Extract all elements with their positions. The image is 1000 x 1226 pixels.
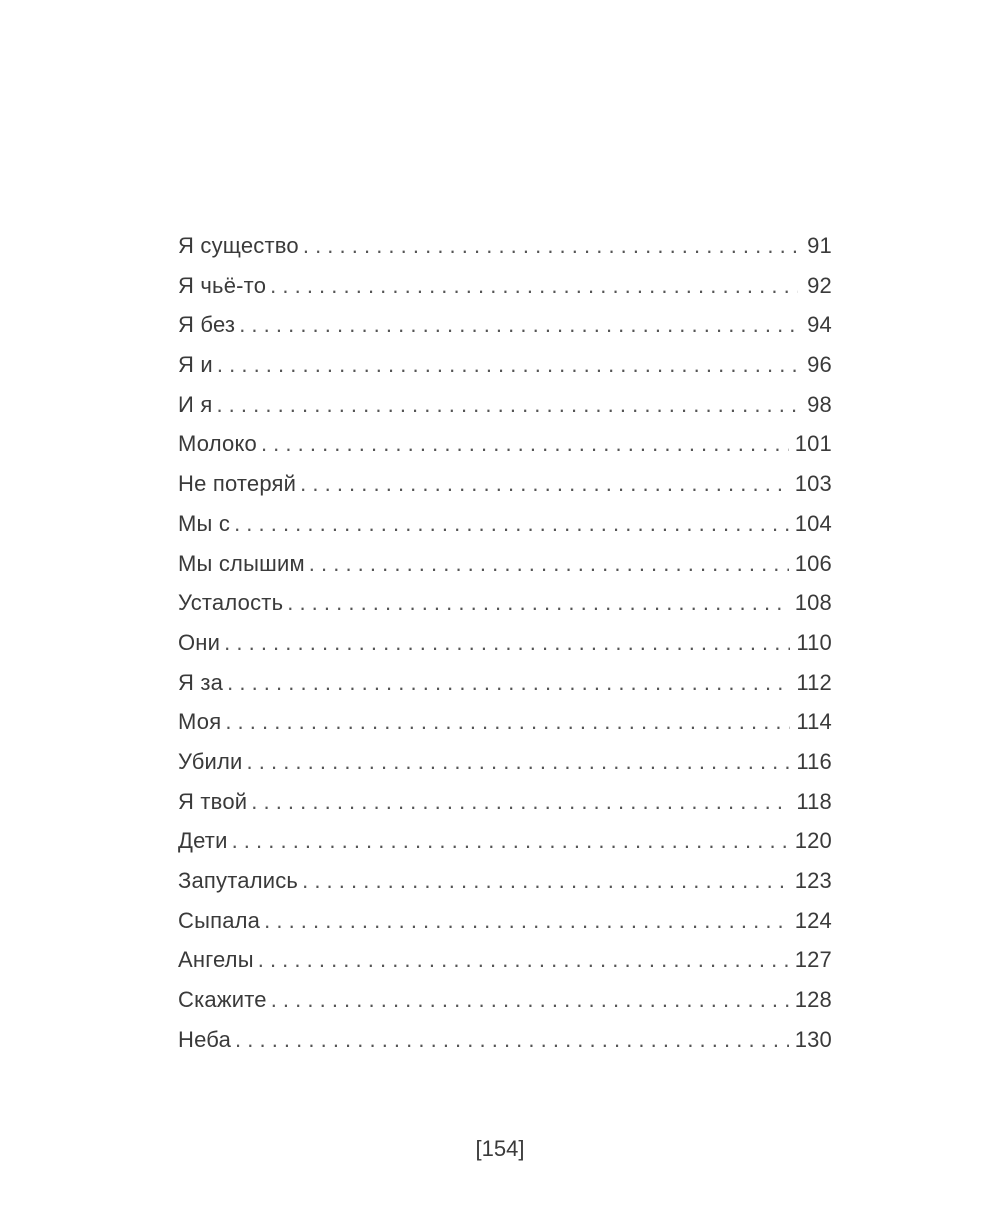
dot-leader: [232, 821, 789, 861]
dot-leader: [247, 742, 791, 782]
toc-entry: [178, 782, 832, 822]
toc-entry-title: Не потеряй: [178, 471, 297, 497]
toc-entry-page: 108: [794, 590, 832, 616]
toc-entry: [178, 821, 832, 861]
toc-entry-title: И я: [178, 391, 213, 417]
dot-leader: [261, 424, 789, 464]
toc-entry-title: Я существо: [178, 233, 299, 258]
toc-entry: [178, 226, 832, 266]
toc-entry-page: 124: [794, 907, 832, 933]
toc-entry-page: 98: [807, 391, 832, 417]
toc-entry: [178, 424, 832, 464]
dot-leader: [234, 504, 789, 544]
toc-entry-title: Скажите: [178, 987, 267, 1013]
toc-entry-title: Я за: [178, 669, 224, 695]
toc-entry-page: 103: [794, 471, 832, 497]
toc-entry: [178, 663, 832, 703]
table-of-contents: [178, 226, 832, 1059]
dot-leader: [300, 464, 789, 504]
toc-entry-page: 127: [794, 947, 832, 973]
toc-entry-title: Молоко: [178, 431, 257, 457]
dot-leader: [224, 623, 790, 663]
toc-entry-title: Я твой: [178, 788, 248, 814]
dot-leader: [225, 702, 790, 742]
dot-leader: [264, 901, 789, 941]
toc-entry-page: 96: [807, 352, 832, 378]
toc-entry-title: Усталость: [178, 590, 284, 616]
toc-entry: [178, 742, 832, 782]
toc-entry: [178, 504, 832, 544]
toc-entry-page: 112: [796, 669, 832, 695]
dot-leader: [287, 583, 788, 623]
dot-leader: [309, 544, 789, 584]
dot-leader: [271, 980, 789, 1020]
toc-entry-page: 118: [796, 788, 832, 814]
toc-entry: [178, 980, 832, 1020]
toc-entry-page: 91: [807, 233, 832, 258]
page-number: [154]: [475, 1136, 525, 1161]
toc-entry: [178, 623, 832, 663]
dot-leader: [251, 782, 790, 822]
toc-entry-title: Дети: [178, 828, 228, 854]
dot-leader: [270, 266, 798, 306]
toc-entry-page: 104: [794, 510, 832, 536]
toc-entry: [178, 266, 832, 306]
toc-entry-page: 116: [796, 748, 832, 774]
toc-entry: [178, 544, 832, 584]
toc-entry-page: 128: [794, 987, 832, 1013]
toc-entry-title: Мы с: [178, 510, 231, 536]
toc-entry: [178, 901, 832, 941]
toc-entry: [178, 702, 832, 742]
dot-leader: [303, 226, 798, 266]
toc-entry-page: 130: [794, 1026, 832, 1052]
toc-entry-title: Неба: [178, 1026, 232, 1052]
dot-leader: [302, 861, 789, 901]
toc-entry-title: Ангелы: [178, 947, 254, 973]
toc-entry: [178, 385, 832, 425]
toc-entry: [178, 345, 832, 385]
toc-entry-title: Я и: [178, 352, 213, 378]
toc-entry: [178, 861, 832, 901]
toc-entry-page: 92: [807, 272, 832, 298]
toc-entry-title: Они: [178, 629, 221, 655]
toc-entry-page: 114: [796, 709, 832, 735]
toc-entry: [178, 305, 832, 345]
toc-entry-title: Запутались: [178, 868, 299, 893]
toc-entry-title: Убили: [178, 748, 243, 774]
toc-entry: [178, 1020, 832, 1060]
dot-leader: [216, 385, 798, 425]
toc-entry-page: 106: [794, 550, 832, 576]
toc-entry-title: Сыпала: [178, 907, 261, 933]
toc-entry-title: Мы слышим: [178, 550, 305, 576]
dot-leader: [258, 940, 789, 980]
toc-entry: [178, 940, 832, 980]
toc-entry: [178, 464, 832, 504]
toc-entry-page: 94: [807, 312, 832, 338]
toc-entry-page: 120: [794, 828, 832, 854]
toc-entry-title: Я без: [178, 312, 236, 338]
dot-leader: [217, 345, 798, 385]
toc-entry-title: Моя: [178, 709, 222, 735]
toc-entry-title: Я чьё-то: [178, 272, 267, 298]
dot-leader: [227, 663, 790, 703]
toc-entry: [178, 583, 832, 623]
dot-leader: [239, 305, 798, 345]
toc-entry-page: 123: [794, 868, 832, 893]
dot-leader: [235, 1020, 789, 1060]
toc-entry-page: 110: [796, 629, 832, 655]
toc-entry-page: 101: [794, 431, 832, 457]
